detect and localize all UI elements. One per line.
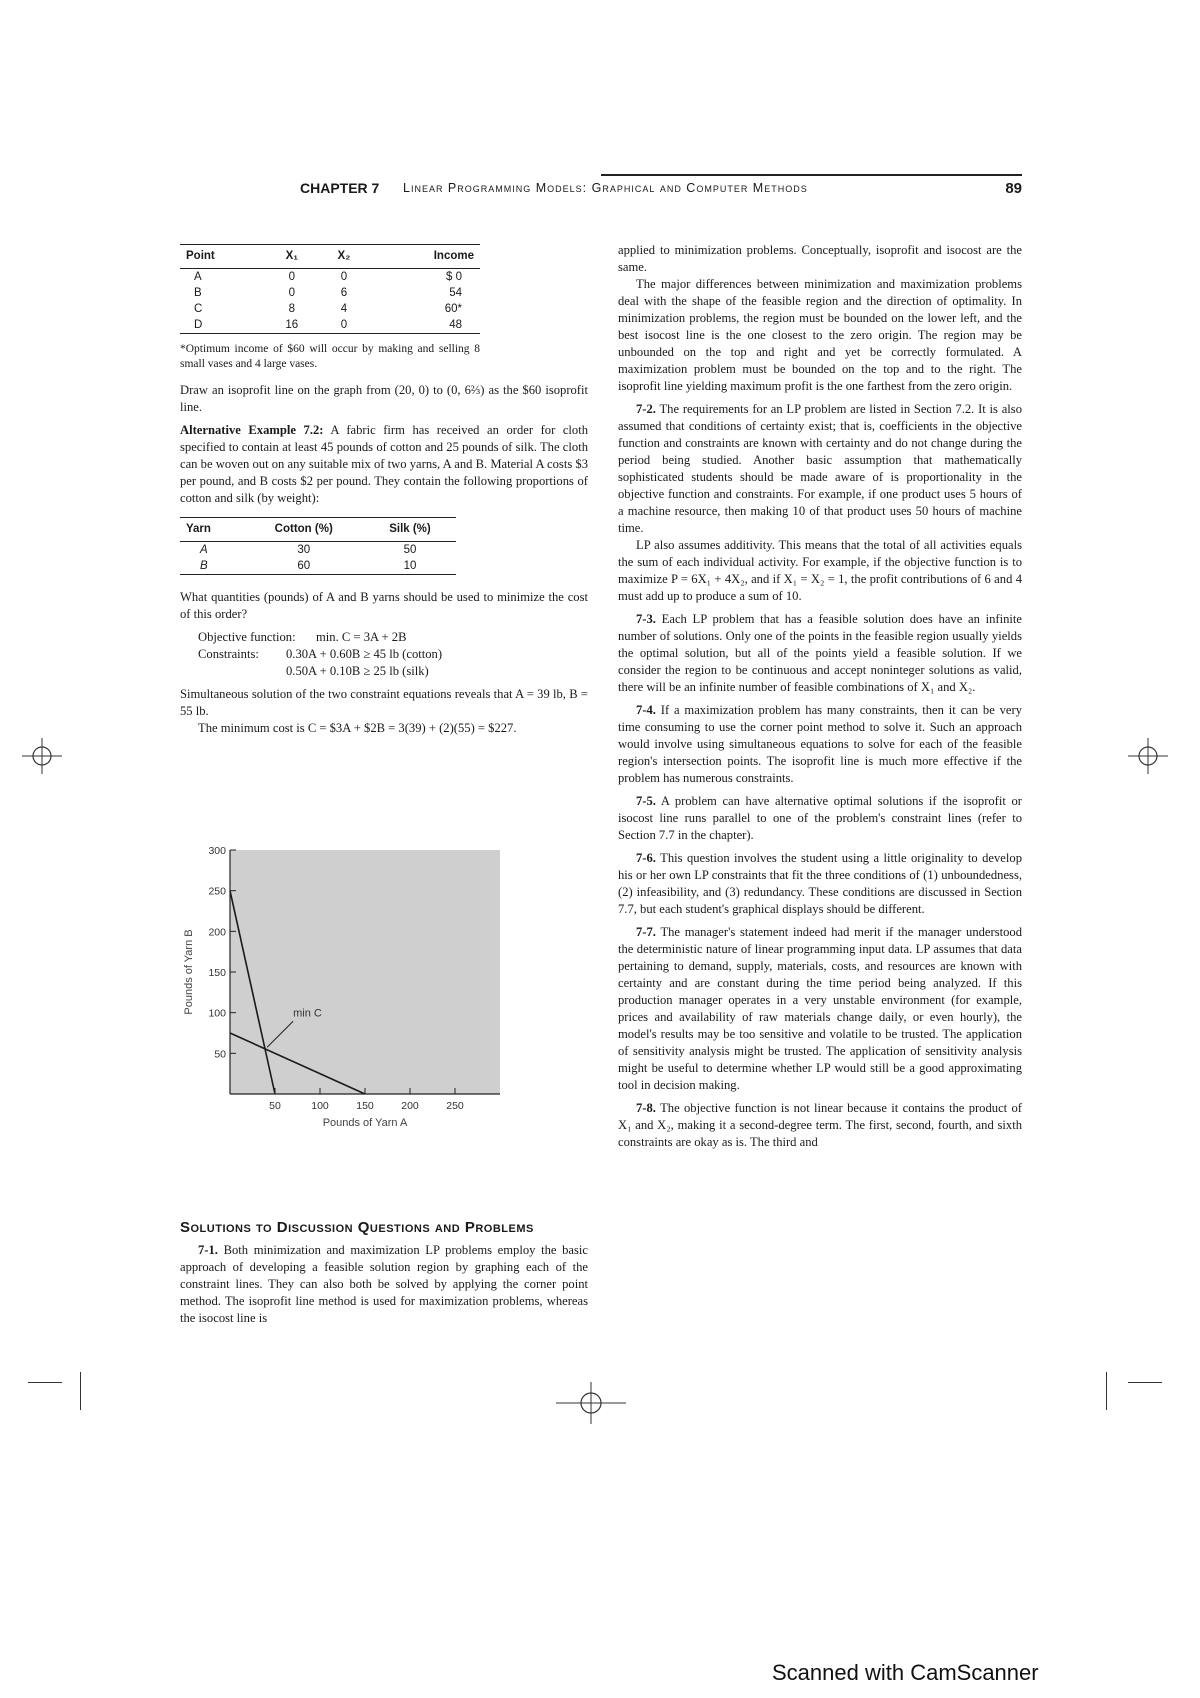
yarn-table <box>180 517 456 575</box>
x-tick-label: 150 <box>356 1100 374 1112</box>
answer-7-4: 7-4. If a maximization problem has many constraints, then it can be very time consuming to use the corner point method to solve it. Such an approach would involve using simultaneous equations to solve for each of the feasible region's intersection points. The isoprofit line is much more effective if the problem has numerous constraints. <box>618 703 1022 785</box>
question-paragraph: What quantities (pounds) of A and B yarns should be used to minimize the cost of this order? <box>180 590 588 621</box>
left-column-top <box>180 244 588 737</box>
constraints-label: Constraints: <box>198 647 259 661</box>
registration-mark-bottom-icon <box>556 1380 626 1426</box>
crop-mark <box>1106 1372 1107 1410</box>
crop-mark <box>1128 1382 1162 1383</box>
chapter-label: CHAPTER 7 <box>300 180 380 196</box>
simultaneous-paragraph: Simultaneous solution of the two constraint equations reveals that A = 39 lb, B = 55 lb. <box>180 687 588 718</box>
min-c-annotation: min C <box>293 1007 322 1020</box>
answer-7-2: 7-2. The requirements for an LP problem are listed in Section 7.2. It is also assumed that conditions of certainty exist; that is, coefficients in the objective function and constraints are known with certainty and do not change during the period being studied. Another basic assumption that mathematically sophisticated students should be made aware of is proportionality in the objective function and constraints. For example, if one product uses 5 hours of a machine resource, then making 10 of that product uses 50 hours of machine time. <box>618 402 1022 535</box>
scanner-watermark: Scanned with CamScanner <box>772 1660 1039 1685</box>
x-tick-label: 50 <box>269 1100 281 1112</box>
y-tick-label: 300 <box>208 845 226 857</box>
answer-7-8: 7-8. The objective function is not linear because it contains the product of X₁ and X₂, making it a second-degree term. The first, second, fourth, and sixth constraints are okay as is. The third and <box>618 1101 1023 1149</box>
y-tick-label: 100 <box>208 1007 226 1020</box>
right-p2: The major differences between minimization and maximization problems deal with the shape of the feasible region and the direction of optimality. In minimization problems, the region must be bounded on the lower left, and the best isocost line is the one closest to the zero origin. The region may be unbounded on the top and right and yet be correctly formulated. A maximization problem must be bounded on the top and to the right. The isoprofit line yielding maximum profit is the one farthest from the zero origin. <box>618 277 1022 393</box>
registration-mark-left-icon <box>22 736 62 776</box>
crop-mark <box>80 1372 81 1410</box>
x-tick-label: 200 <box>401 1100 419 1112</box>
answer-7-3: 7-3. Each LP problem that has a feasible solution does have an infinite number of solutions. Only one of the points in the feasible region usually yields the optimal solution, but all of the points yield a feasible solution. If we consider the region to be continuous and accept noninteger solutions as valid, there will be an infinite number of feasible combinations of X₁ and X₂. <box>618 612 1022 694</box>
table-row: B 60 10 <box>180 558 456 575</box>
objective-label: Objective function: <box>198 630 296 644</box>
left-column-bottom <box>180 1219 588 1327</box>
feasible-region <box>230 850 500 1094</box>
right-p1: applied to minimization problems. Conceptually, isoprofit and isocost are the same. <box>618 243 1022 274</box>
answer-7-1: 7-1. Both minimization and maximization LP problems employ the basic approach of developing a feasible solution region by graphing each of the constraint lines. They can also both be solved by applying the corner point method. The isoprofit line method is used for maximization problems, whereas the isocost line is <box>180 1243 588 1325</box>
table-row: B 0 6 54 <box>194 287 462 299</box>
corner-point-table <box>180 244 480 334</box>
y-axis-label: Pounds of Yarn B <box>183 929 195 1015</box>
right-p3: LP also assumes additivity. This means that the total of all activities equals the sum of each individual activity. For example, if the objective function is to maximize P = 6X₁ + 4X₂, and if X₁ = X₂ = 1, the profit contributions of 6 and 4 must add up to produce a sum of 10. <box>618 538 1022 603</box>
col-silk: Silk (%) <box>364 518 456 542</box>
col-yarn: Yarn <box>180 518 243 542</box>
chapter-title: Linear Programming Models: Graphical and Computer Methods <box>403 181 808 195</box>
lp-graph <box>180 845 600 1207</box>
col-cotton: Cotton (%) <box>243 518 364 542</box>
x-tick-label: 100 <box>311 1100 329 1112</box>
col-x1: X₁ <box>266 245 318 269</box>
table-footnote: *Optimum income of $60 will occur by making and selling 8 small vases and 4 large vases. <box>180 343 480 370</box>
y-tick-label: 200 <box>208 926 226 939</box>
alt-example-paragraph <box>180 422 588 507</box>
right-column <box>618 242 1022 1151</box>
answer-7-6: 7-6. This question involves the student using a little originality to develop his or her own LP constraints that fit the three conditions of (1) unboundedness, (2) infeasibility, and (3) redundancy. These conditions are discussed in Section 7.7, but each student's graphical displays should be different. <box>618 851 1022 916</box>
table-row: A 30 50 <box>200 544 417 556</box>
table-header-row <box>180 245 480 269</box>
x-axis-label: Pounds of Yarn A <box>322 1117 408 1129</box>
table-row: D 16 0 48 <box>180 317 480 334</box>
alt-example-text: A fabric firm has received an order for cloth specified to contain at least 45 pounds of cotton and 25 pounds of silk. The cloth can be woven out on any suitable mix of two yarns, A and B. Material A costs $3 per pound, and B costs $2 per pound. They contain the following proportions of cotton and silk (by weight): <box>180 423 588 505</box>
answer-7-7: 7-7. The manager's statement indeed had merit if the manager understood the deterministic nature of linear programming input data. LP assumes that data pertaining to demand, supply, materials, costs, and resources are known with certainty and are constant during the time period being analyzed. If this production manager operates in a very unstable environment (for example, prices and availability of raw materials change daily, or even hourly), the model's results may be too sensitive and volatile to be trusted. The application of sensitivity analysis might be trusted. The application of sensitivity analysis might be useful to determine whether LP would still be a good approximating tool in decision making. <box>618 925 1022 1092</box>
objective-text: min. C = 3A + 2B <box>316 630 407 644</box>
registration-mark-right-icon <box>1128 736 1168 776</box>
constraint-cotton: 0.30A + 0.60B ≥ 45 lb (cotton) <box>286 647 443 661</box>
constraint-silk: 0.50A + 0.10B ≥ 25 lb (silk) <box>286 664 429 678</box>
crop-mark <box>28 1382 62 1383</box>
header-rule <box>601 174 1022 176</box>
isoprofit-paragraph: Draw an isoprofit line on the graph from (20, 0) to (0, 6⅔) as the $60 isoprofit line. <box>180 383 588 414</box>
min-cost-paragraph: The minimum cost is C = $3A + $2B = 3(39) + (2)(55) = $227. <box>198 721 517 735</box>
y-tick-label: 150 <box>208 967 226 979</box>
col-income: Income <box>370 245 480 269</box>
alt-example-label: Alternative Example 7.2: <box>180 423 324 437</box>
x-tick-label: 250 <box>446 1100 464 1112</box>
y-tick-label: 50 <box>214 1048 226 1061</box>
table-row: A 0 0 $ 0 <box>194 271 462 283</box>
lp-formulation <box>198 629 588 680</box>
y-tick-label: 250 <box>208 885 226 898</box>
solutions-heading: Solutions to Discussion Questions and Problems <box>180 1219 534 1236</box>
table-header-row <box>180 518 456 542</box>
col-x2: X₂ <box>318 245 370 269</box>
page-number: 89 <box>1005 180 1022 197</box>
answer-7-5: 7-5. A problem can have alternative optimal solutions if the isoprofit or isocost line runs parallel to one of the problem's constraint lines (refer to Section 7.7 in the chapter). <box>618 794 1022 842</box>
table-row: C 8 4 60* <box>194 303 462 315</box>
col-point: Point <box>180 245 266 269</box>
